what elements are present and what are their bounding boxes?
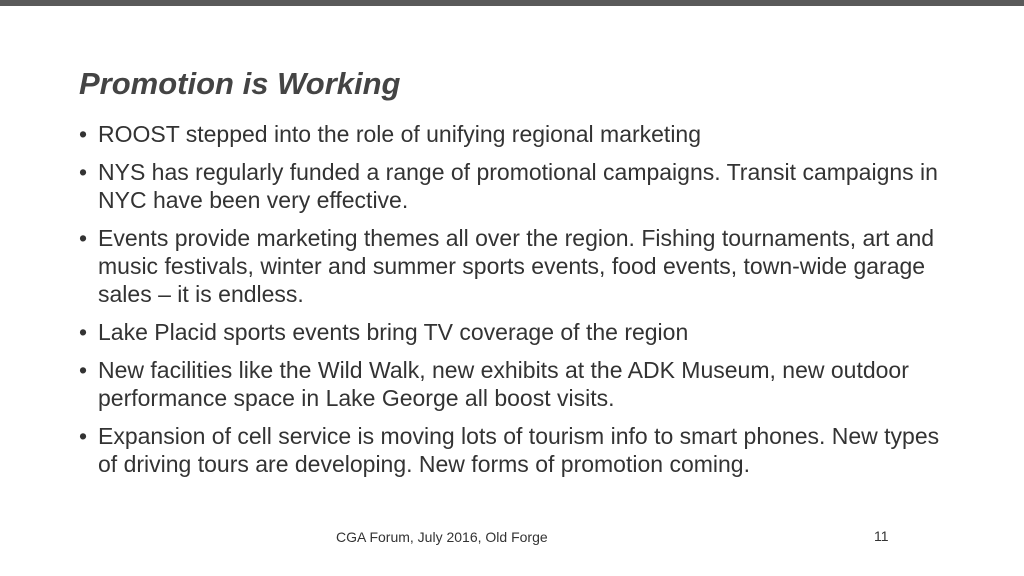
bullet-text: NYS has regularly funded a range of promotional campaigns. Transit campaigns in NYC have been very effective. xyxy=(98,159,938,213)
bullet-marker: • xyxy=(79,423,88,449)
bullet-list xyxy=(79,120,959,488)
slide-title: Promotion is Working xyxy=(79,66,401,101)
bullet-text: ROOST stepped into the role of unifying regional marketing xyxy=(98,121,702,147)
bullet-item xyxy=(79,224,959,308)
bullet-item xyxy=(79,356,959,412)
slide-footer: CGA Forum, July 2016, Old Forge xyxy=(336,529,548,545)
bullet-item xyxy=(79,318,959,346)
bullet-marker: • xyxy=(79,319,88,345)
bullet-marker: • xyxy=(79,159,88,185)
bullet-marker: • xyxy=(79,357,88,383)
bullet-text: Expansion of cell service is moving lots of tourism info to smart phones. New types of driving tours are developing. New forms of promotion coming. xyxy=(98,423,940,477)
top-accent-bar xyxy=(0,0,1024,6)
slide-number: 11 xyxy=(874,528,889,544)
bullet-item xyxy=(79,158,959,214)
bullet-text: Events provide marketing themes all over the region. Fishing tournaments, art and music festivals, winter and summer sports events, food events, town-wide garage sales – it is endless. xyxy=(98,225,935,307)
bullet-marker: • xyxy=(79,121,88,147)
bullet-text: New facilities like the Wild Walk, new exhibits at the ADK Museum, new outdoor performance space in Lake George all boost visits. xyxy=(98,357,909,411)
bullet-text: Lake Placid sports events bring TV coverage of the region xyxy=(98,319,689,345)
bullet-item xyxy=(79,120,959,148)
bullet-item xyxy=(79,422,959,478)
bullet-marker: • xyxy=(79,225,88,251)
